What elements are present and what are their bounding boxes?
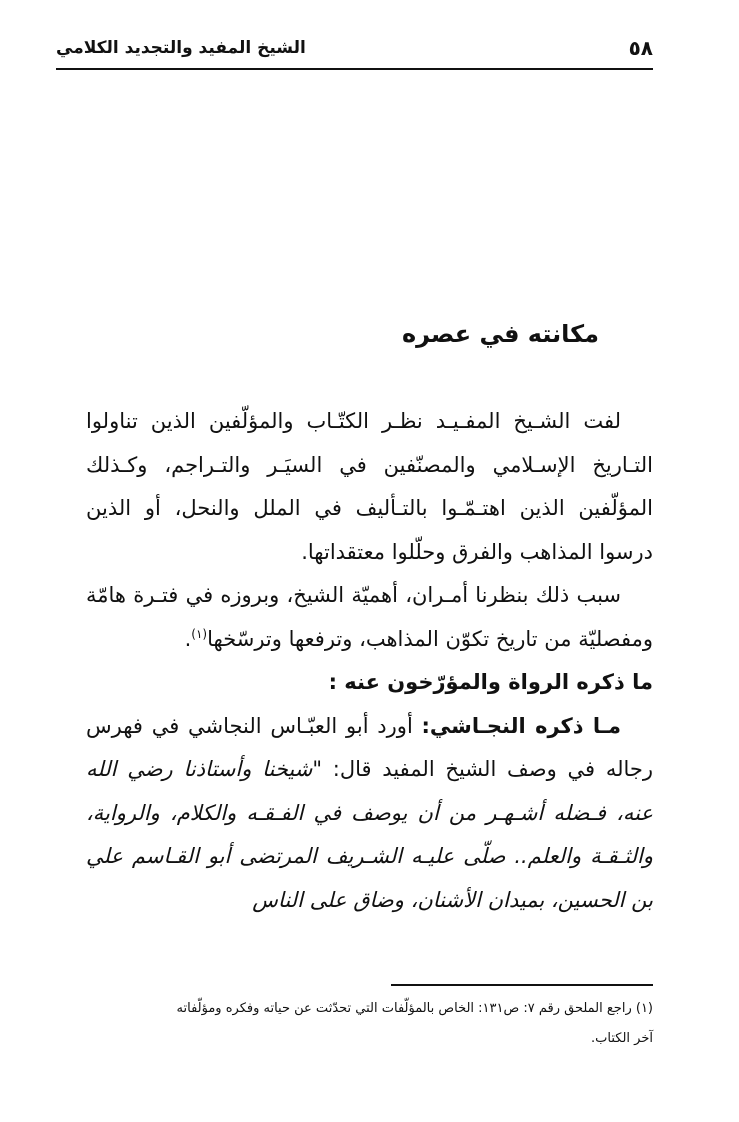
running-title: الشيخ المفيد والتجديد الكلامي: [56, 38, 306, 58]
footnote-divider: [391, 984, 653, 986]
subheading: ما ذكره الرواة والمؤرّخون عنه :: [328, 670, 653, 694]
paragraph-2-text: سبب ذلك بنظرنا أمـران، أهميّة الشيخ، وبروزه في فتـرة هامّة ومفصليّة من تاريخ تكوّن المذاهب، وترفعها وترسّخها: [86, 583, 653, 651]
page-number: ٥٨: [628, 36, 653, 60]
paragraph-1: لفت الشـيخ المفـيـد نظـر الكتّـاب والمؤلّفين الذين تناولوا التـاريخ الإسـلامي والمصنّفين في السيَـر والتـراجم، وكـذلك المؤلّفين الذين اهتـمّـوا بالتـأليف في الملل والنحل، أو الذين درسوا المذاهب والفرق وحلّلوا معتقداتها.: [86, 409, 653, 564]
page-header: [56, 36, 653, 70]
footnote: [86, 994, 653, 1054]
section-title: مكانته في عصره: [401, 320, 599, 348]
footnote-marker[interactable]: (١): [191, 626, 208, 641]
paragraph-najashi: [86, 705, 653, 923]
paragraph-2-end: .: [184, 626, 192, 651]
najashi-lead: مـا ذكره النجـاشي:: [421, 713, 621, 738]
footnote-line-1: (١) راجع الملحق رقم ٧: ص١٣١: الخاص بالمؤلّفات التي تحدّثت عن حياته وفكره ومؤلّفاته: [176, 1001, 653, 1016]
body-text: [86, 400, 653, 922]
najashi-text: أورد أبو العبّـاس النجاشي في فهرس رجاله في وصف الشيخ المفيد قال:: [86, 713, 653, 781]
paragraph-2: [86, 574, 653, 661]
najashi-quote: "شيخنا وأستاذنا رضي الله عنه، فـضله أشـهـر من أن يوصف في الفـقـه والكلام، والرواية، والثـقـة والعلم.. صلّى عليـه الشـريف المرتضى أبو القـاسم علي بن الحسين، بميدان الأشنان، وضاق على الناس: [86, 757, 653, 912]
footnote-line-2: آخر الكتاب.: [591, 1031, 653, 1046]
